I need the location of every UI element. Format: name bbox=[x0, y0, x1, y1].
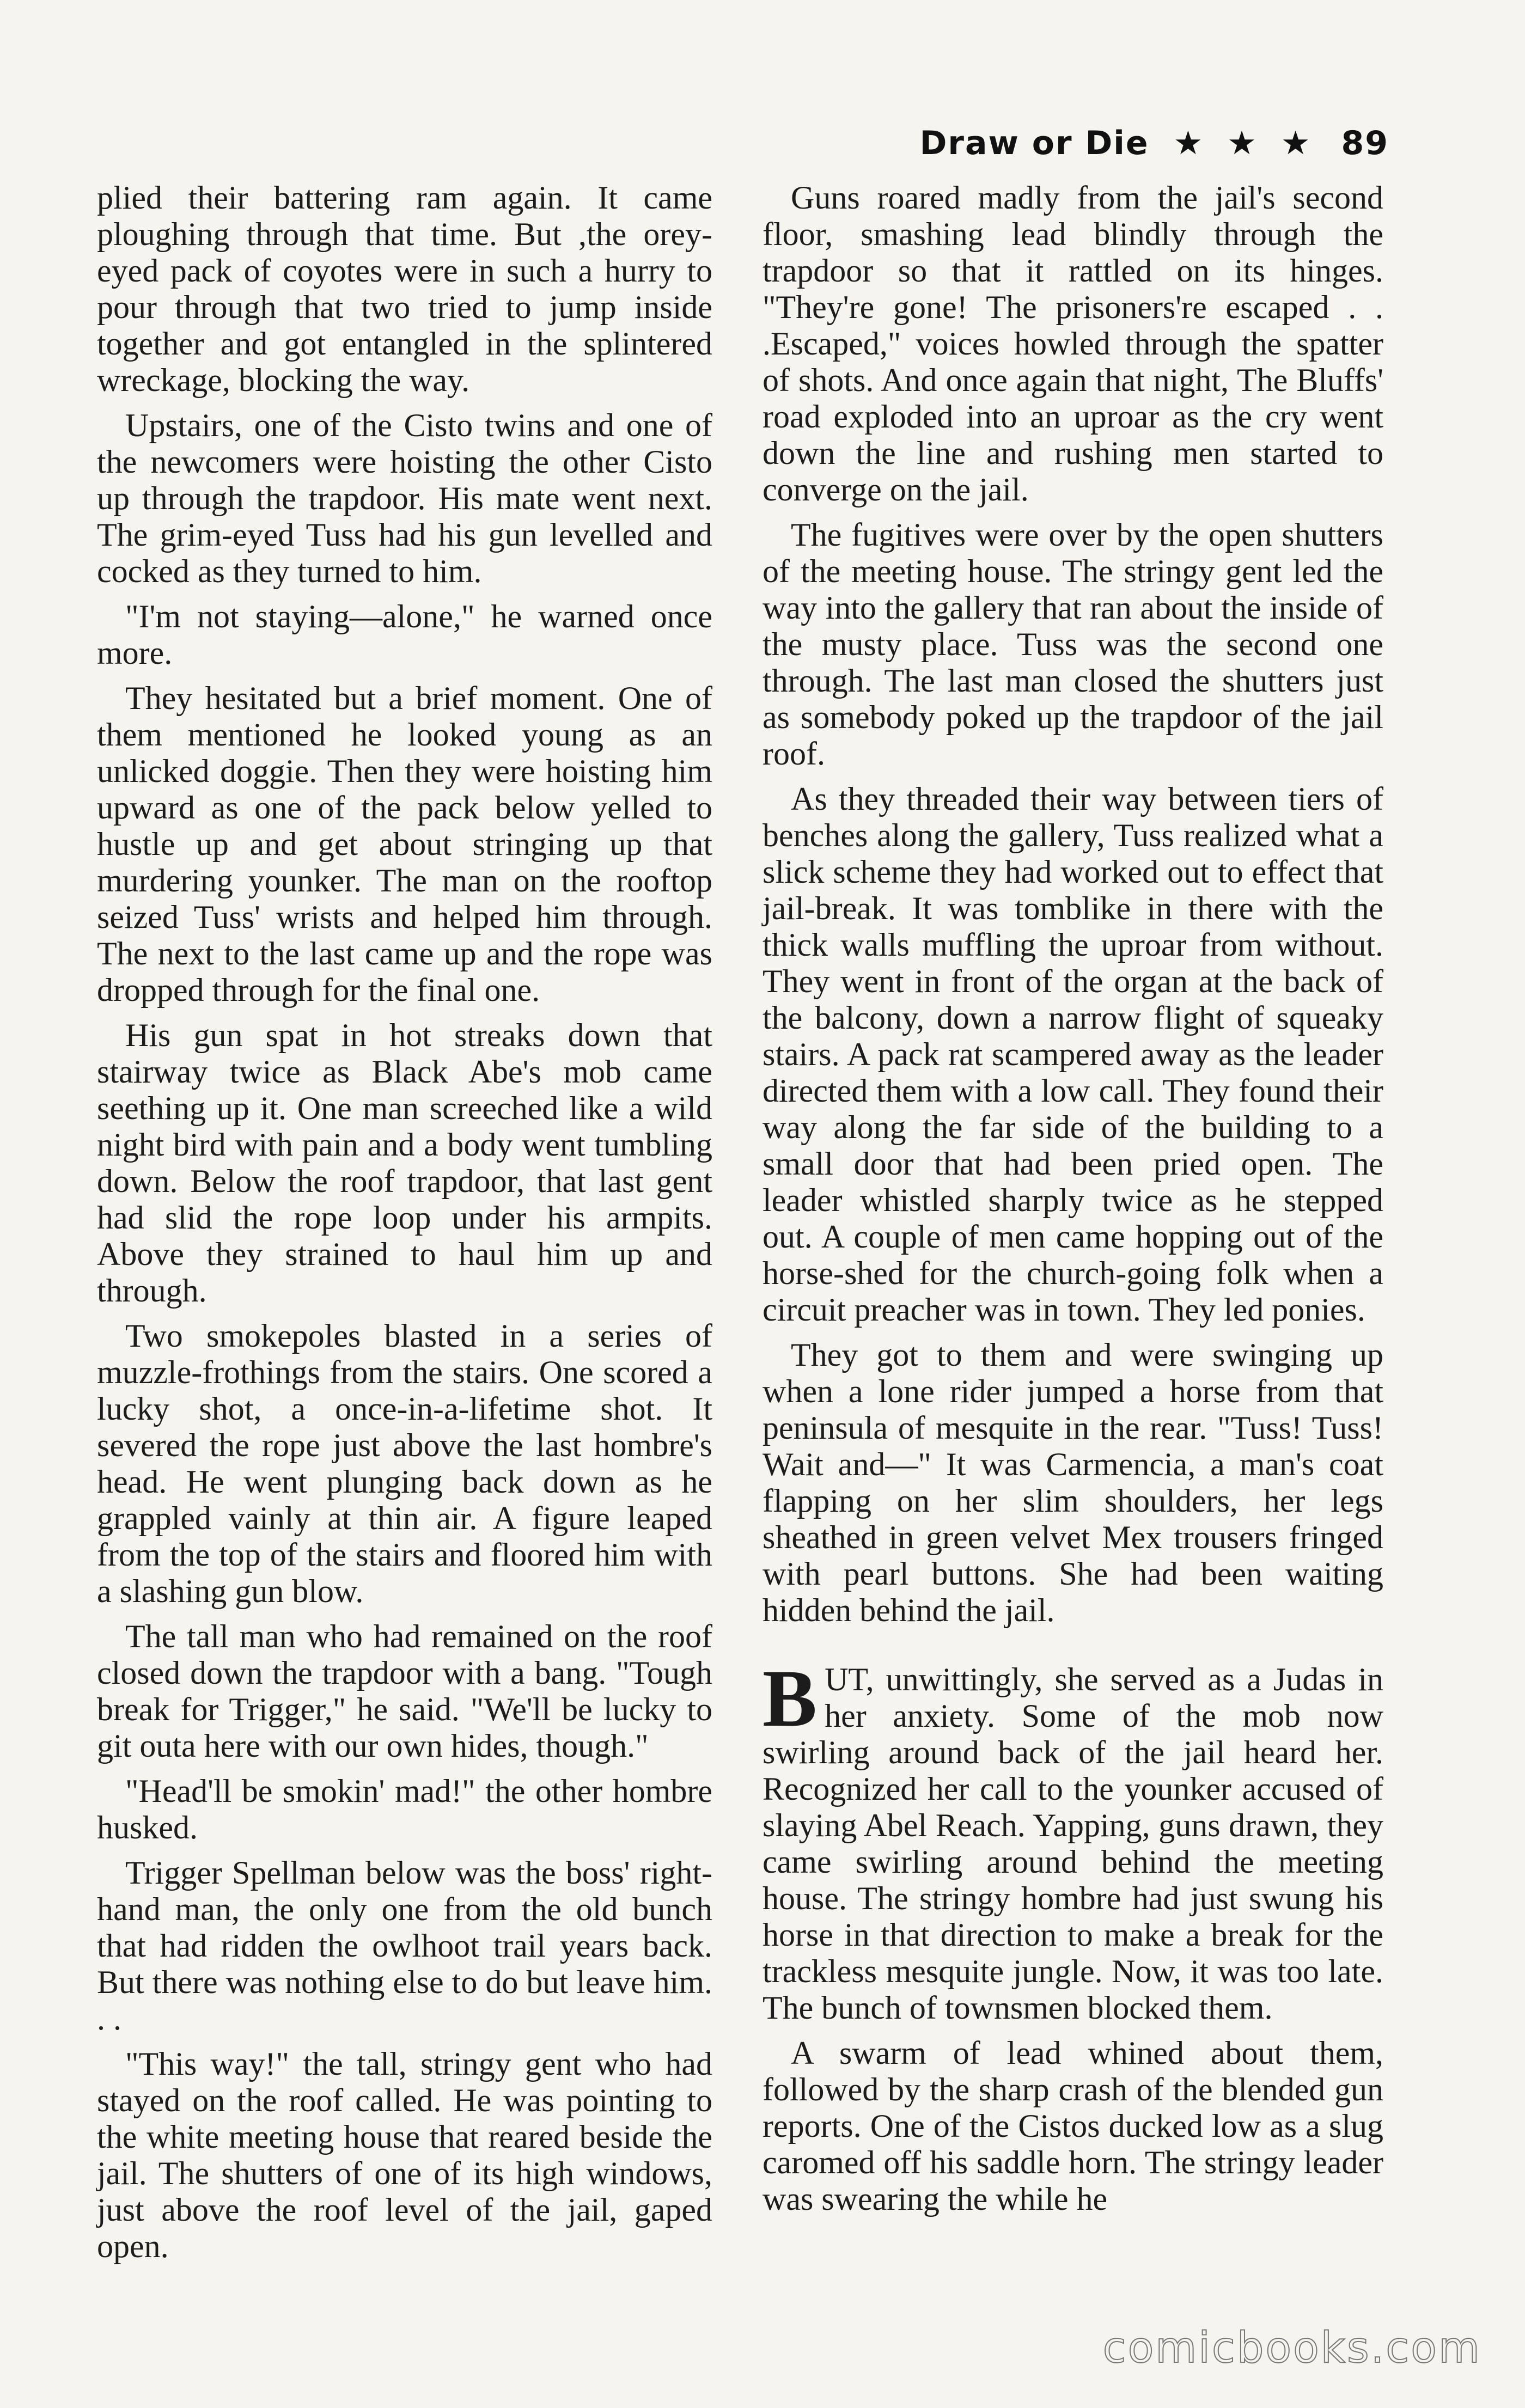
paragraph: "I'm not staying—alone," he warned once more. bbox=[97, 598, 712, 671]
header-title: Draw or Die bbox=[919, 124, 1149, 162]
paragraph: plied their battering ram again. It came ploughing through that time. But ,the orey-eyed pack of coyotes were in such a hurry to pour through that two tried to jump inside together and got entangled in the splintered wreckage, blocking the way. bbox=[97, 180, 712, 398]
paragraph: Trigger Spellman below was the boss' right-hand man, the only one from the old bunch that had ridden the owlhoot trail years back. But there was nothing else to do but leave him. . . bbox=[97, 1855, 712, 2037]
running-header bbox=[920, 124, 1389, 162]
right-column bbox=[762, 180, 1383, 2226]
paragraph: They got to them and were swinging up when a lone rider jumped a horse from that peninsula of mesquite in the rear. "Tuss! Tuss! Wait and—" It was Carmencia, a man's coat flapping on her slim shoulders, her legs sheathed in green velvet Mex trousers fringed with pearl buttons. She had been waiting hidden behind the jail. bbox=[762, 1337, 1383, 1628]
paragraph: The tall man who had remained on the roof closed down the trapdoor with a bang. "Tough break for Trigger," he said. "We'll be lucky to git outa here with our own hides, though." bbox=[97, 1618, 712, 1764]
paragraph: Guns roared madly from the jail's second floor, smashing lead blindly through the trapdoor so that it rattled on its hinges. "They're gone! The prisoners're escaped . . .Escaped," voices howled through the spatter of shots. And once again that night, The Bluffs' road exploded into an uproar as the cry went down the line and rushing men started to converge on the jail. bbox=[762, 180, 1383, 508]
paragraph: Upstairs, one of the Cisto twins and one of the newcomers were hoisting the other Cisto up through the trapdoor. His mate went next. The grim-eyed Tuss had his gun levelled and cocked as they turned to him. bbox=[97, 407, 712, 589]
paragraph: As they threaded their way between tiers of benches along the gallery, Tuss realized what a slick scheme they had worked out to effect that jail-break. It was tomblike in there with the thick walls muffling the uproar from without. They went in front of the organ at the back of the balcony, down a narrow flight of squeaky stairs. A pack rat scampered away as the leader directed them with a low call. They found their way along the far side of the building to a small door that had been pried open. The leader whistled sharply twice as he stepped out. A couple of men came hopping out of the horse-shed for the church-going folk when a circuit preacher was in town. They led ponies. bbox=[762, 781, 1383, 1328]
paragraph: A swarm of lead whined about them, followed by the sharp crash of the blended gun reports. One of the Cistos ducked low as a slug caromed off his saddle horn. The stringy leader was swearing the while he bbox=[762, 2035, 1383, 2217]
paragraph: They hesitated but a brief moment. One of them mentioned he looked young as an unlicked doggie. Then they were hoisting him upward as one of the pack below yelled to hustle up and get about stringing up that murdering younker. The man on the rooftop seized Tuss' wrists and helped him through. The next to the last came up and the rope was dropped through for the final one. bbox=[97, 680, 712, 1008]
left-column bbox=[97, 180, 712, 2273]
page-number: 89 bbox=[1341, 124, 1389, 162]
paragraph: "This way!" the tall, stringy gent who had stayed on the roof called. He was pointing to the white meeting house that reared beside the jail. The shutters of one of its high windows, just above the roof level of the jail, gaped open. bbox=[97, 2046, 712, 2264]
dropcap-paragraph-text: UT, unwittingly, she served as a Judas in her anxiety. Some of the mob now swirling around back of the jail heard her. Recognized her call to the younker accused of slaying Abel Reach. Yapping, guns drawn, they came swirling around behind the meeting house. The stringy hombre had just swung his horse in that direction to make a break for the trackless mesquite jungle. Now, it was too late. The bunch of townsmen blocked them. bbox=[762, 1661, 1383, 2026]
drop-cap-letter: B bbox=[762, 1653, 818, 1744]
paragraph: The fugitives were over by the open shutters of the meeting house. The stringy gent led the way into the gallery that ran about the inside of the musty place. Tuss was the second one through. The last man closed the shutters just as somebody poked up the trapdoor of the jail roof. bbox=[762, 517, 1383, 772]
paragraph: "Head'll be smokin' mad!" the other hombre husked. bbox=[97, 1773, 712, 1845]
dropcap-paragraph bbox=[762, 1653, 1383, 2026]
site-watermark: comicbooks.com bbox=[1102, 2324, 1481, 2373]
header-stars: ★ ★ ★ bbox=[1173, 124, 1317, 162]
paragraph: Two smokepoles blasted in a series of muzzle-frothings from the stairs. One scored a lucky shot, a once-in-a-lifetime shot. It severed the rope just above the last hombre's head. He went plunging back down as he grappled vainly at thin air. A figure leaped from the top of the stairs and floored him with a slashing gun blow. bbox=[97, 1318, 712, 1609]
paragraph: His gun spat in hot streaks down that stairway twice as Black Abe's mob came seething up it. One man screeched like a wild night bird with pain and a body went tumbling down. Below the roof trapdoor, that last gent had slid the rope loop under his armpits. Above they strained to haul him up and through. bbox=[97, 1017, 712, 1309]
